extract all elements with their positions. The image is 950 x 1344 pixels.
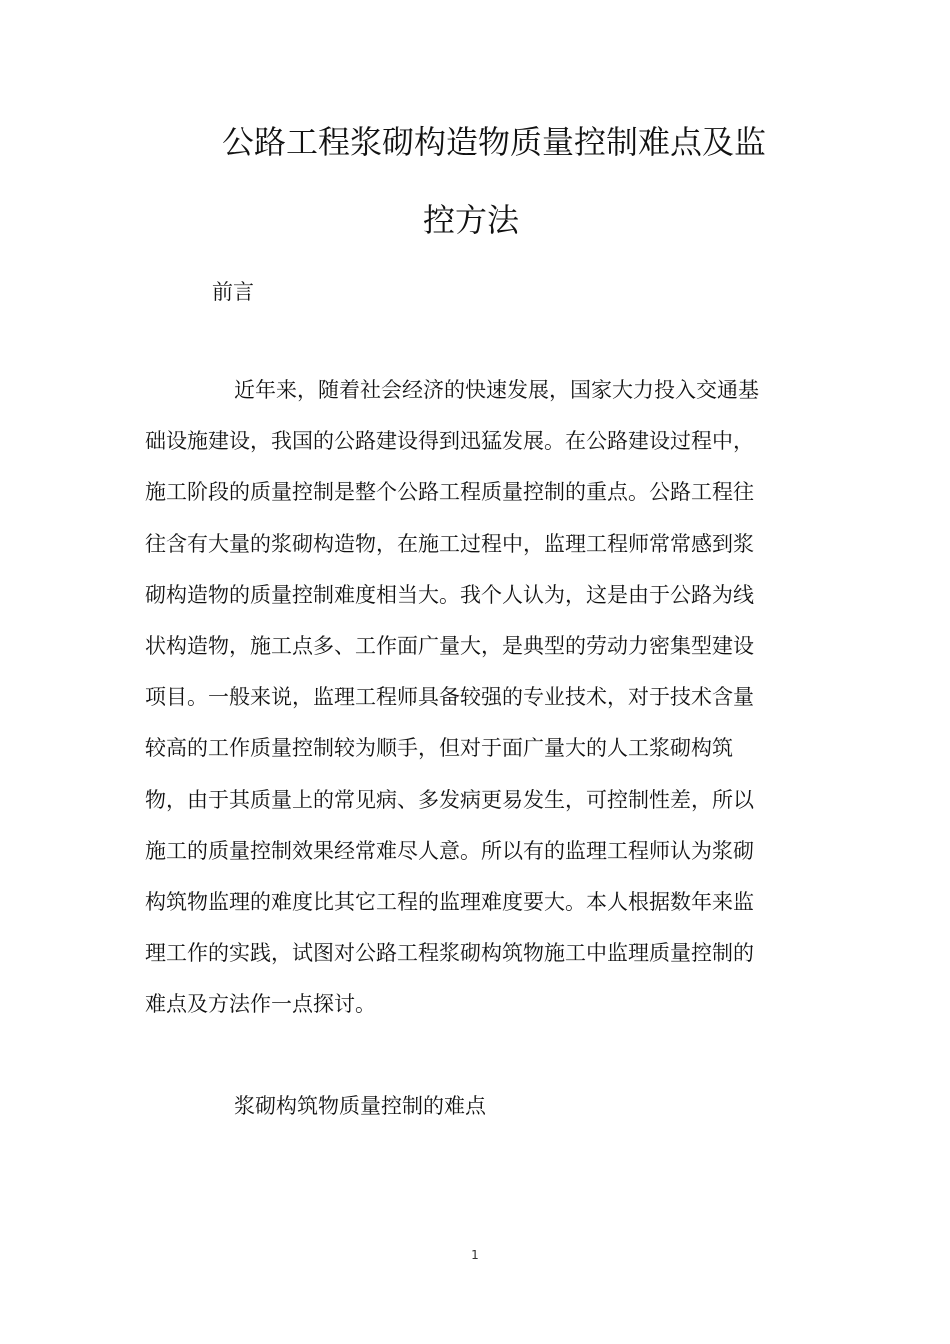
page-number: 1 xyxy=(471,1248,479,1262)
paragraph-line: 较高的工作质量控制较为顺手，但对于面广量大的人工浆砌构筑 xyxy=(145,736,733,761)
title-line-2: 控方法 xyxy=(423,201,520,239)
body-paragraph xyxy=(145,374,805,1039)
paragraph-line: 近年来，随着社会经济的快速发展，国家大力投入交通基 xyxy=(234,378,759,402)
paragraph-line: 难点及方法作一点探讨。 xyxy=(145,992,376,1017)
preface-heading: 前言 xyxy=(212,280,254,304)
paragraph-line: 理工作的实践，试图对公路工程浆砌构筑物施工中监理质量控制的 xyxy=(145,941,754,966)
paragraph-line: 施工的质量控制效果经常难尽人意。所以有的监理工程师认为浆砌 xyxy=(145,838,754,863)
paragraph-line: 施工阶段的质量控制是整个公路工程质量控制的重点。公路工程往 xyxy=(145,480,754,505)
section-heading: 浆砌构筑物质量控制的难点 xyxy=(234,1094,486,1118)
paragraph-line: 项目。一般来说，监理工程师具备较强的专业技术，对于技术含量 xyxy=(145,685,754,710)
paragraph-line: 构筑物监理的难度比其它工程的监理难度要大。本人根据数年来监 xyxy=(145,889,754,914)
title-line-1: 公路工程浆砌构造物质量控制难点及监 xyxy=(222,123,767,161)
paragraph-line: 础设施建设，我国的公路建设得到迅猛发展。在公路建设过程中， xyxy=(145,429,754,454)
paragraph-line: 砌构造物的质量控制难度相当大。我个人认为，这是由于公路为线 xyxy=(145,582,754,607)
paragraph-line: 物，由于其质量上的常见病、多发病更易发生，可控制性差，所以 xyxy=(145,787,754,812)
paragraph-line: 往含有大量的浆砌构造物，在施工过程中，监理工程师常常感到浆 xyxy=(145,531,754,556)
paragraph-line: 状构造物，施工点多、工作面广量大，是典型的劳动力密集型建设 xyxy=(145,633,754,658)
